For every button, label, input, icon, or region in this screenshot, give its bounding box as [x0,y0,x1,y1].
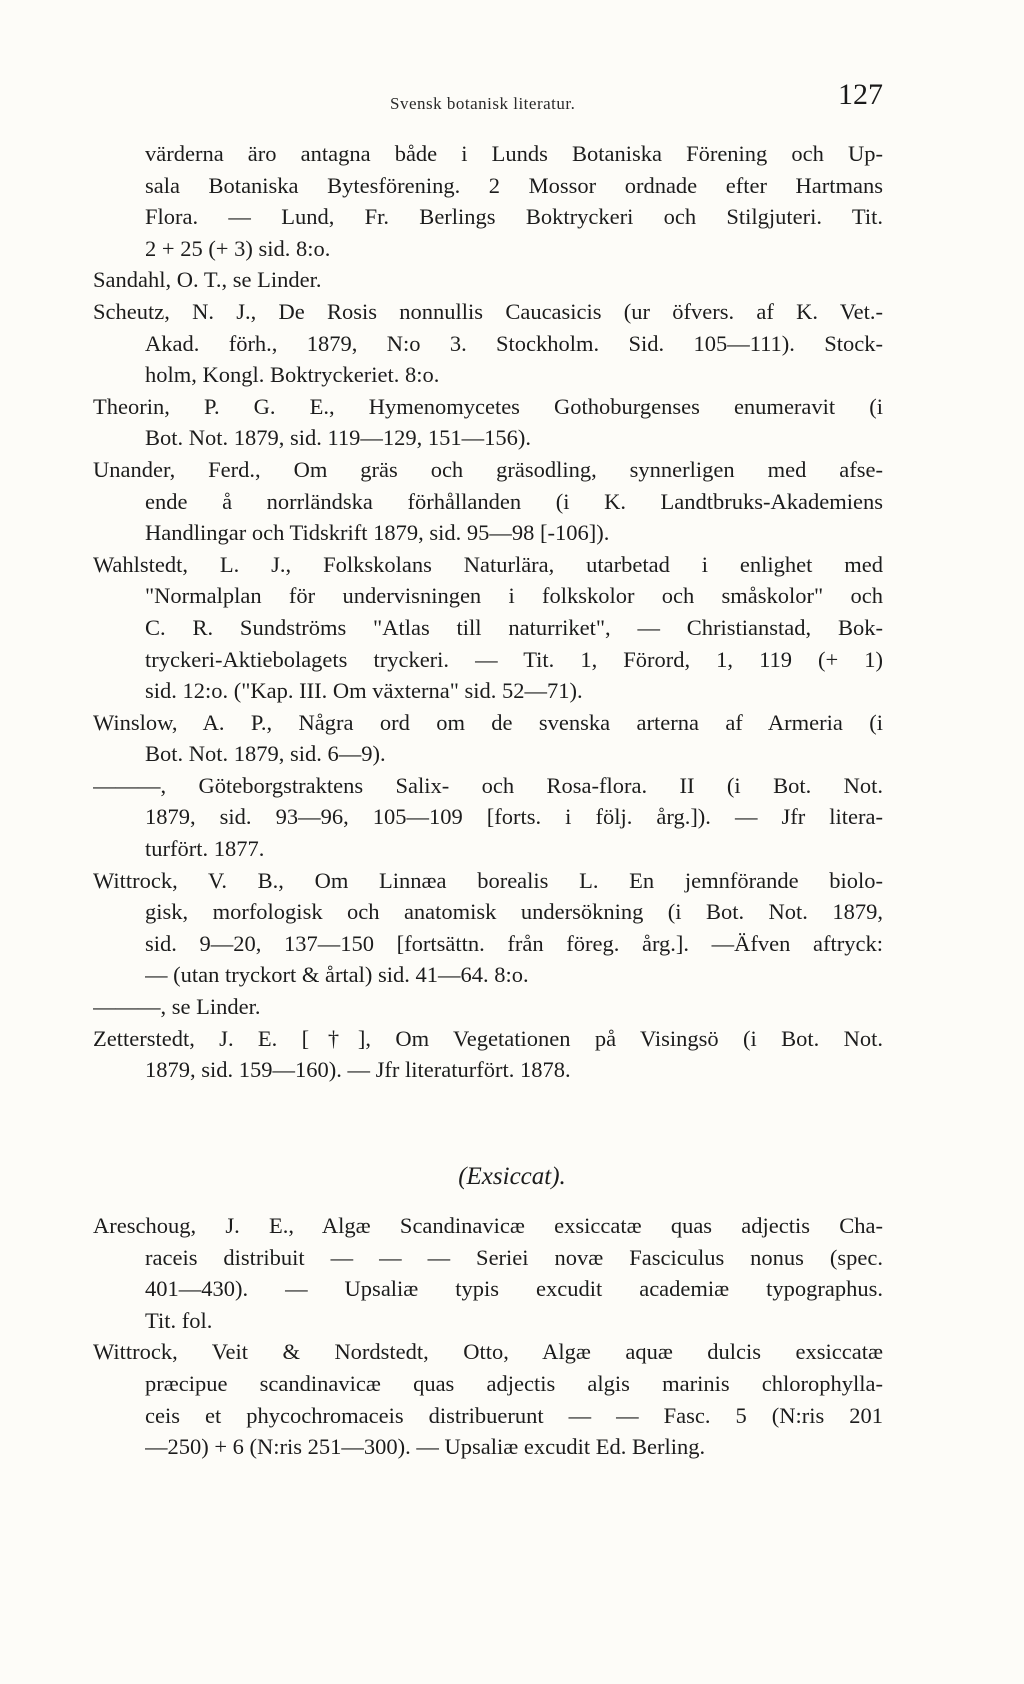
text-line: gisk, morfologisk och anatomisk undersökning (i Bot. Not. 1879, [145,899,883,925]
text-line: —250) + 6 (N:ris 251—300). — Upsaliæ excudit Ed. Berling. [145,1434,706,1460]
text-line: holm, Kongl. Boktryckeriet. 8:o. [145,362,440,388]
text-line: turfört. 1877. [145,836,265,862]
text-line: Bot. Not. 1879, sid. 6—9). [145,741,386,767]
text-line: Wittrock, V. B., Om Linnæa borealis L. En jemnförande biolo- [93,867,883,893]
text-line: ende å norrländska förhållanden (i K. Landtbruks-Akademiens [145,488,883,514]
text-line: Theorin, P. G. E., Hymenomycetes Gothoburgenses enumeravit (i [93,393,883,419]
text-line: "Normalplan för undervisningen i folkskolor och småskolor" och [145,583,883,609]
text-line: 1879, sid. 159—160). — Jfr literaturfört. 1878. [145,1057,571,1083]
text-line: Flora. — Lund, Fr. Berlings Boktryckeri och Stilgjuteri. Tit. [145,204,883,230]
text-line: Scheutz, N. J., De Rosis nonnullis Caucasicis (ur öfvers. af K. Vet.- [93,298,883,324]
text-line: Bot. Not. 1879, sid. 119—129, 151—156). [145,425,532,451]
text-line: Handlingar och Tidskrift 1879, sid. 95—98 [-106]). [145,520,610,546]
text-line: Wittrock, Veit & Nordstedt, Otto, Algæ aquæ dulcis exsiccatæ [93,1339,883,1365]
text-line: ceis et phycochromaceis distribuerunt — — Fasc. 5 (N:ris 201 [145,1402,883,1428]
text-line: ———, Göteborgstraktens Salix- och Rosa-flora. II (i Bot. Not. [93,772,883,798]
text-line: — (utan tryckort & årtal) sid. 41—64. 8:o. [145,962,529,988]
exsiccat-list [93,1210,883,1463]
text-line: Winslow, A. P., Några ord om de svenska arterna af Armeria (i [93,709,883,735]
text-line: præcipue scandinavicæ quas adjectis algis marinis chlorophylla- [145,1370,883,1396]
text-line: tryckeri-Aktiebolagets tryckeri. — Tit. 1, Förord, 1, 119 (+ 1) [145,646,883,672]
running-title: Svensk botanisk literatur. [390,94,576,113]
text-line: C. R. Sundströms "Atlas till naturriket", — Christianstad, Bok- [145,614,883,640]
text-line: Tit. fol. [145,1307,213,1333]
text-line: Akad. förh., 1879, N:o 3. Stockholm. Sid. 105—111). Stock- [145,330,883,356]
text-line: sid. 12:o. ("Kap. III. Om växterna" sid. 52—71). [145,678,583,704]
text-line: Zetterstedt, J. E. [†], Om Vegetationen på Visingsö (i Bot. Not. [93,1025,883,1051]
text-line: värderna äro antagna både i Lunds Botaniska Förening och Up- [145,141,883,166]
bibliography-list [93,138,883,1086]
text-line: Unander, Ferd., Om gräs och gräsodling, synnerligen med afse- [93,456,883,482]
text-line: 2 + 25 (+ 3) sid. 8:o. [145,235,331,261]
text-line: raceis distribuit — — — Seriei novæ Fasciculus nonus (spec. [145,1244,883,1270]
page-number: 127 [838,78,883,111]
text-line: ———, se Linder. [93,994,261,1020]
text-line: Areschoug, J. E., Algæ Scandinavicæ exsiccatæ quas adjectis Cha- [93,1213,883,1238]
text-line: Wahlstedt, L. J., Folkskolans Naturlära, utarbetad i enlighet med [93,551,883,577]
text-line: Sandahl, O. T., se Linder. [93,267,322,293]
section-heading: (Exsiccat). [458,1163,566,1190]
text-line: sid. 9—20, 137—150 [fortsättn. från föreg. årg.]. —Äfven aftryck: [145,930,883,956]
text-line: 401—430). — Upsaliæ typis excudit academiæ typographus. [145,1276,883,1302]
text-line: sala Botaniska Bytesförening. 2 Mossor ordnade efter Hartmans [145,172,883,198]
text-line: 1879, sid. 93—96, 105—109 [forts. i följ. årg.]). — Jfr litera- [145,804,883,830]
